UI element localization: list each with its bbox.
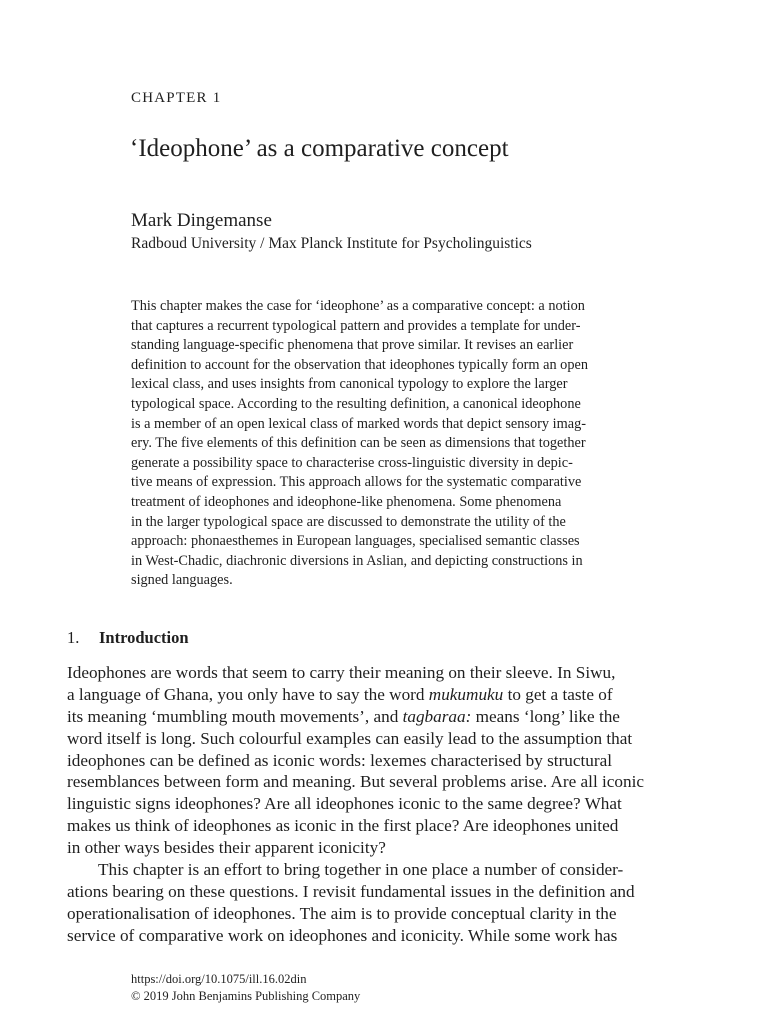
- abstract-line: typological space. According to the resulting definition, a canonical ideophone: [131, 395, 581, 412]
- author-affiliation: Radboud University / Max Planck Institute for Psycholinguistics: [131, 235, 532, 252]
- abstract-line: generate a possibility space to characterise cross-linguistic diversity in depic-: [131, 454, 573, 471]
- section-title: Introduction: [99, 628, 189, 647]
- body-line: service of comparative work on ideophones and iconicity. While some work has: [67, 925, 618, 945]
- chapter-label: CHAPTER 1: [131, 90, 222, 106]
- copyright-notice: © 2019 John Benjamins Publishing Company: [131, 989, 361, 1003]
- body-line: word itself is long. Such colourful examples can easily lead to the assumption that: [67, 728, 633, 748]
- abstract: [131, 297, 701, 591]
- section-number: 1.: [67, 628, 80, 647]
- abstract-line: approach: phonaesthemes in European languages, specialised semantic classes: [131, 533, 580, 550]
- body-text-segment: a language of Ghana, you only have to say the word: [67, 684, 429, 704]
- chapter-title: ‘Ideophone’ as a comparative concept: [130, 135, 509, 162]
- body-line: ideophones can be defined as iconic words: lexemes characterised by structural: [67, 750, 613, 770]
- abstract-line: ery. The five elements of this definition can be seen as dimensions that together: [131, 435, 586, 452]
- abstract-line: lexical class, and uses insights from canonical typology to explore the larger: [131, 376, 568, 393]
- abstract-line: This chapter makes the case for ‘ideophone’ as a comparative concept: a notion: [131, 298, 585, 314]
- abstract-line: standing language-specific phenomena that prove similar. It revises an earlier: [131, 337, 574, 354]
- abstract-line: signed languages.: [131, 572, 233, 589]
- body-line: [67, 706, 702, 728]
- abstract-line: tive means of expression. This approach allows for the systematic comparative: [131, 474, 582, 491]
- body-line: This chapter is an effort to bring together in one place a number of consider-: [98, 860, 624, 880]
- body-line: makes us think of ideophones as iconic in the first place? Are ideophones united: [67, 816, 619, 836]
- body-line: Ideophones are words that seem to carry their meaning on their sleeve. In Siwu,: [67, 663, 616, 682]
- italic-term: tagbaraa:: [402, 706, 472, 726]
- abstract-line: definition to account for the observation that ideophones typically form an open: [131, 356, 588, 373]
- author-name: Mark Dingemanse: [131, 210, 272, 231]
- doi-link[interactable]: https://doi.org/10.1075/ill.16.02din: [131, 972, 307, 986]
- body-line: in other ways besides their apparent iconicity?: [67, 838, 386, 858]
- body-line: [67, 684, 702, 706]
- body-text-segment: to get a taste of: [503, 684, 613, 704]
- abstract-line: in the larger typological space are discussed to demonstrate the utility of the: [131, 513, 566, 530]
- abstract-line: is a member of an open lexical class of marked words that depict sensory imag-: [131, 415, 586, 432]
- body-text-segment: means ‘long’ like the: [471, 706, 620, 726]
- body-text: [67, 662, 702, 947]
- section-heading: [67, 627, 189, 649]
- abstract-line: treatment of ideophones and ideophone-like phenomena. Some phenomena: [131, 493, 562, 510]
- body-text-segment: its meaning ‘mumbling mouth movements’, and: [67, 706, 403, 726]
- body-line: linguistic signs ideophones? Are all ideophones iconic to the same degree? What: [67, 794, 622, 814]
- body-line: ations bearing on these questions. I revisit fundamental issues in the definition and: [67, 881, 635, 901]
- abstract-line: in West-Chadic, diachronic diversions in Aslian, and depicting constructions in: [131, 552, 583, 569]
- abstract-line: that captures a recurrent typological pattern and provides a template for under-: [131, 317, 581, 334]
- body-line: resemblances between form and meaning. But several problems arise. Are all iconic: [67, 772, 645, 792]
- footer: [131, 971, 360, 1005]
- italic-term: mukumuku: [428, 684, 504, 704]
- body-line: operationalisation of ideophones. The aim is to provide conceptual clarity in the: [67, 903, 617, 923]
